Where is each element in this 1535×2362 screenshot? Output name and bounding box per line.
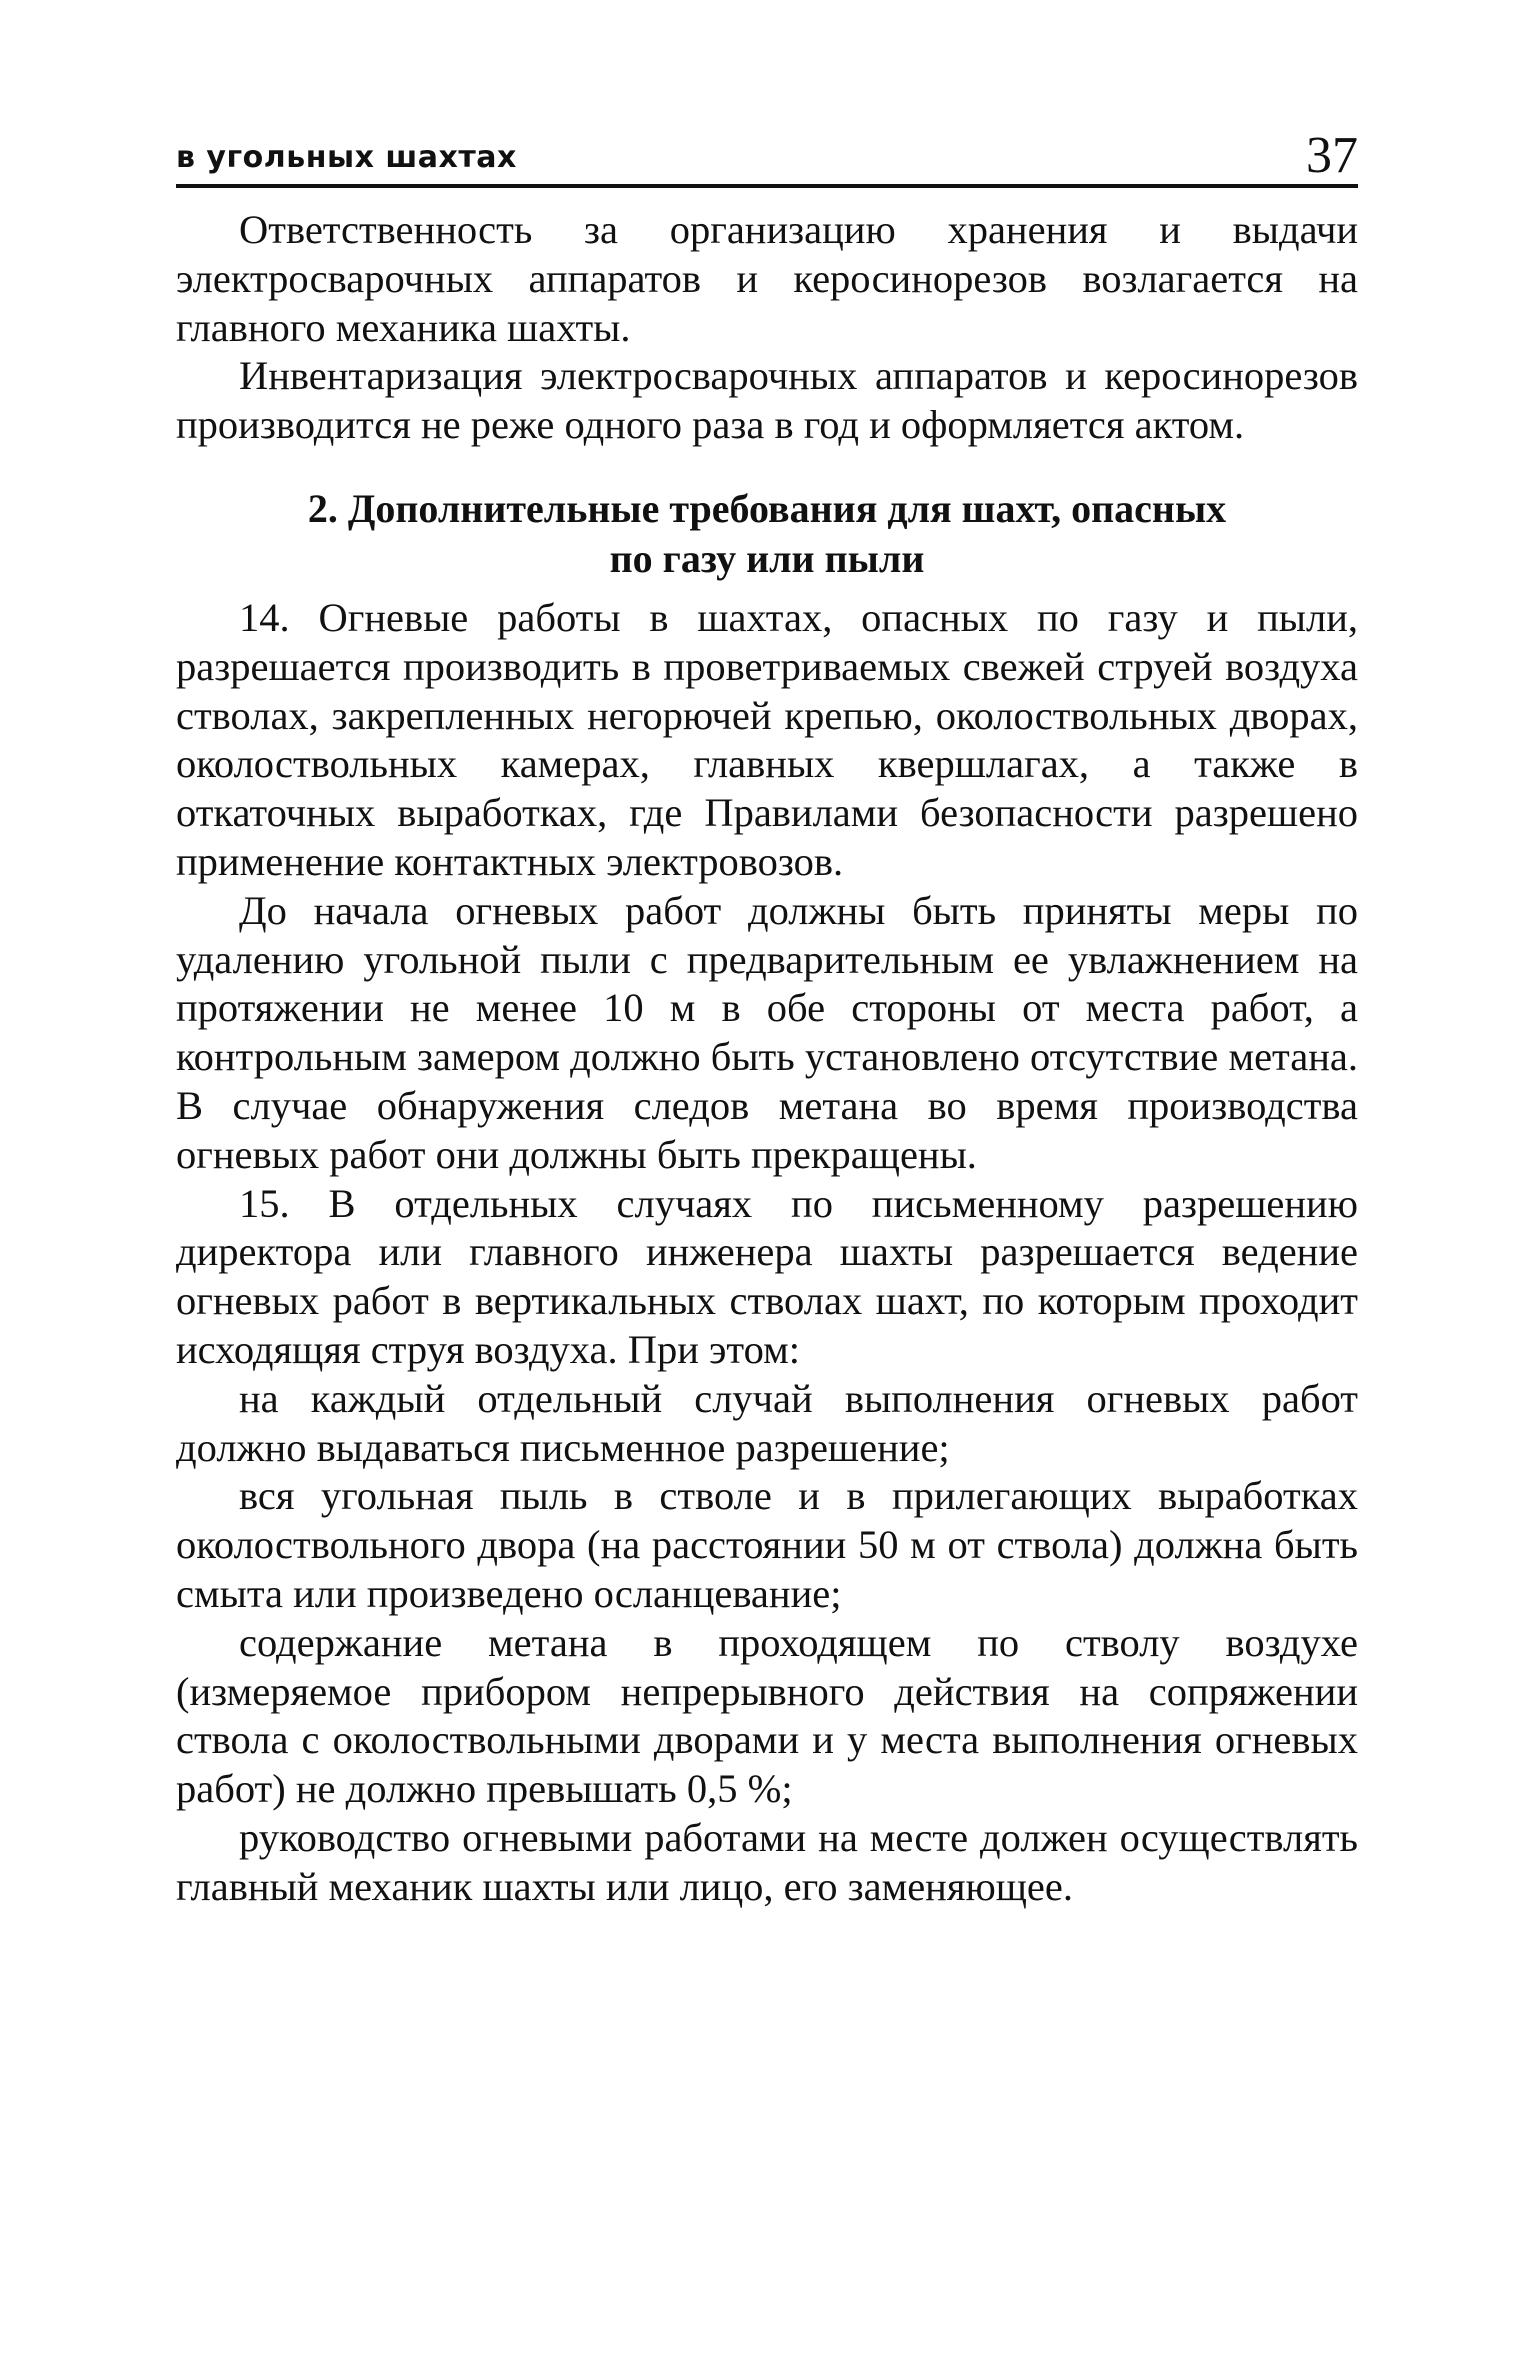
book-page <box>176 127 1358 1912</box>
paragraph-item-15: 15. В отдельных случаях по письменному разрешению директора или главного инженера шахты разрешается ведение огневых работ в вертикальных стволах шахт, по которым проходит исходящяя струя воздуха. При этом: <box>176 1180 1358 1372</box>
paragraph-supervision: руководство огневыми работами на месте должен осуществлять главный механик шахты или лицо, его заменяющее. <box>176 1814 1358 1909</box>
section-heading-line-2: по газу или пыли <box>609 535 925 581</box>
running-header <box>176 127 1358 188</box>
body-text <box>176 206 1358 1912</box>
paragraph-item-14: 14. Огневые работы в шахтах, опасных по газу и пыли, разрешается производить в проветриваемых свежей струей воздуха стволах, закрепленных негорючей крепью, околоствольных дворах, околоствольных камерах, главных квершлагах, а также в откаточных выработках, где Правилами безопасности разрешено применение контактных электровозов. <box>176 594 1358 884</box>
header-rule <box>176 184 1358 188</box>
page-number: 37 <box>1306 127 1358 184</box>
section-heading-line-1: 2. Дополнительные требования для шахт, опасных <box>307 485 1227 531</box>
paragraph-coal-dust: вся угольная пыль в стволе и в прилегающих выработках околоствольного двора (на расстоянии 50 м от ствола) должна быть смыта или произведено осланцевание; <box>176 1473 1358 1616</box>
section-heading <box>176 484 1358 584</box>
paragraph-written-permit: на каждый отдельный случай выполнения огневых работ должно выдаваться письменное разрешение; <box>176 1375 1358 1470</box>
paragraph-responsibility: Ответственность за организацию хранения и выдачи электросварочных аппаратов и керосинорезов возлагается на главного механика шахты. <box>176 207 1358 350</box>
paragraph-inventory: Инвентаризация электросварочных аппаратов и керосинорезов производится не реже одного раза в год и оформляется актом. <box>176 353 1358 448</box>
running-title: в угольных шахтах <box>176 140 517 175</box>
paragraph-dust-removal: До начала огневых работ должны быть приняты меры по удалению угольной пыли с предварительным ее увлажнением на протяжении не менее 10 м в обе стороны от места работ, а контрольным замером должно быть установлено отсутствие метана. В случае обнаружения следов метана во время производства огневых работ они должны быть прекращены. <box>176 887 1358 1177</box>
paragraph-methane-content: содержание метана в проходящем по стволу воздухе (измеряемое прибором непрерывного действия на сопряжении ствола с околоствольными дворами и у места выполнения огневых работ) не должно превышать 0,5 %; <box>176 1619 1358 1812</box>
